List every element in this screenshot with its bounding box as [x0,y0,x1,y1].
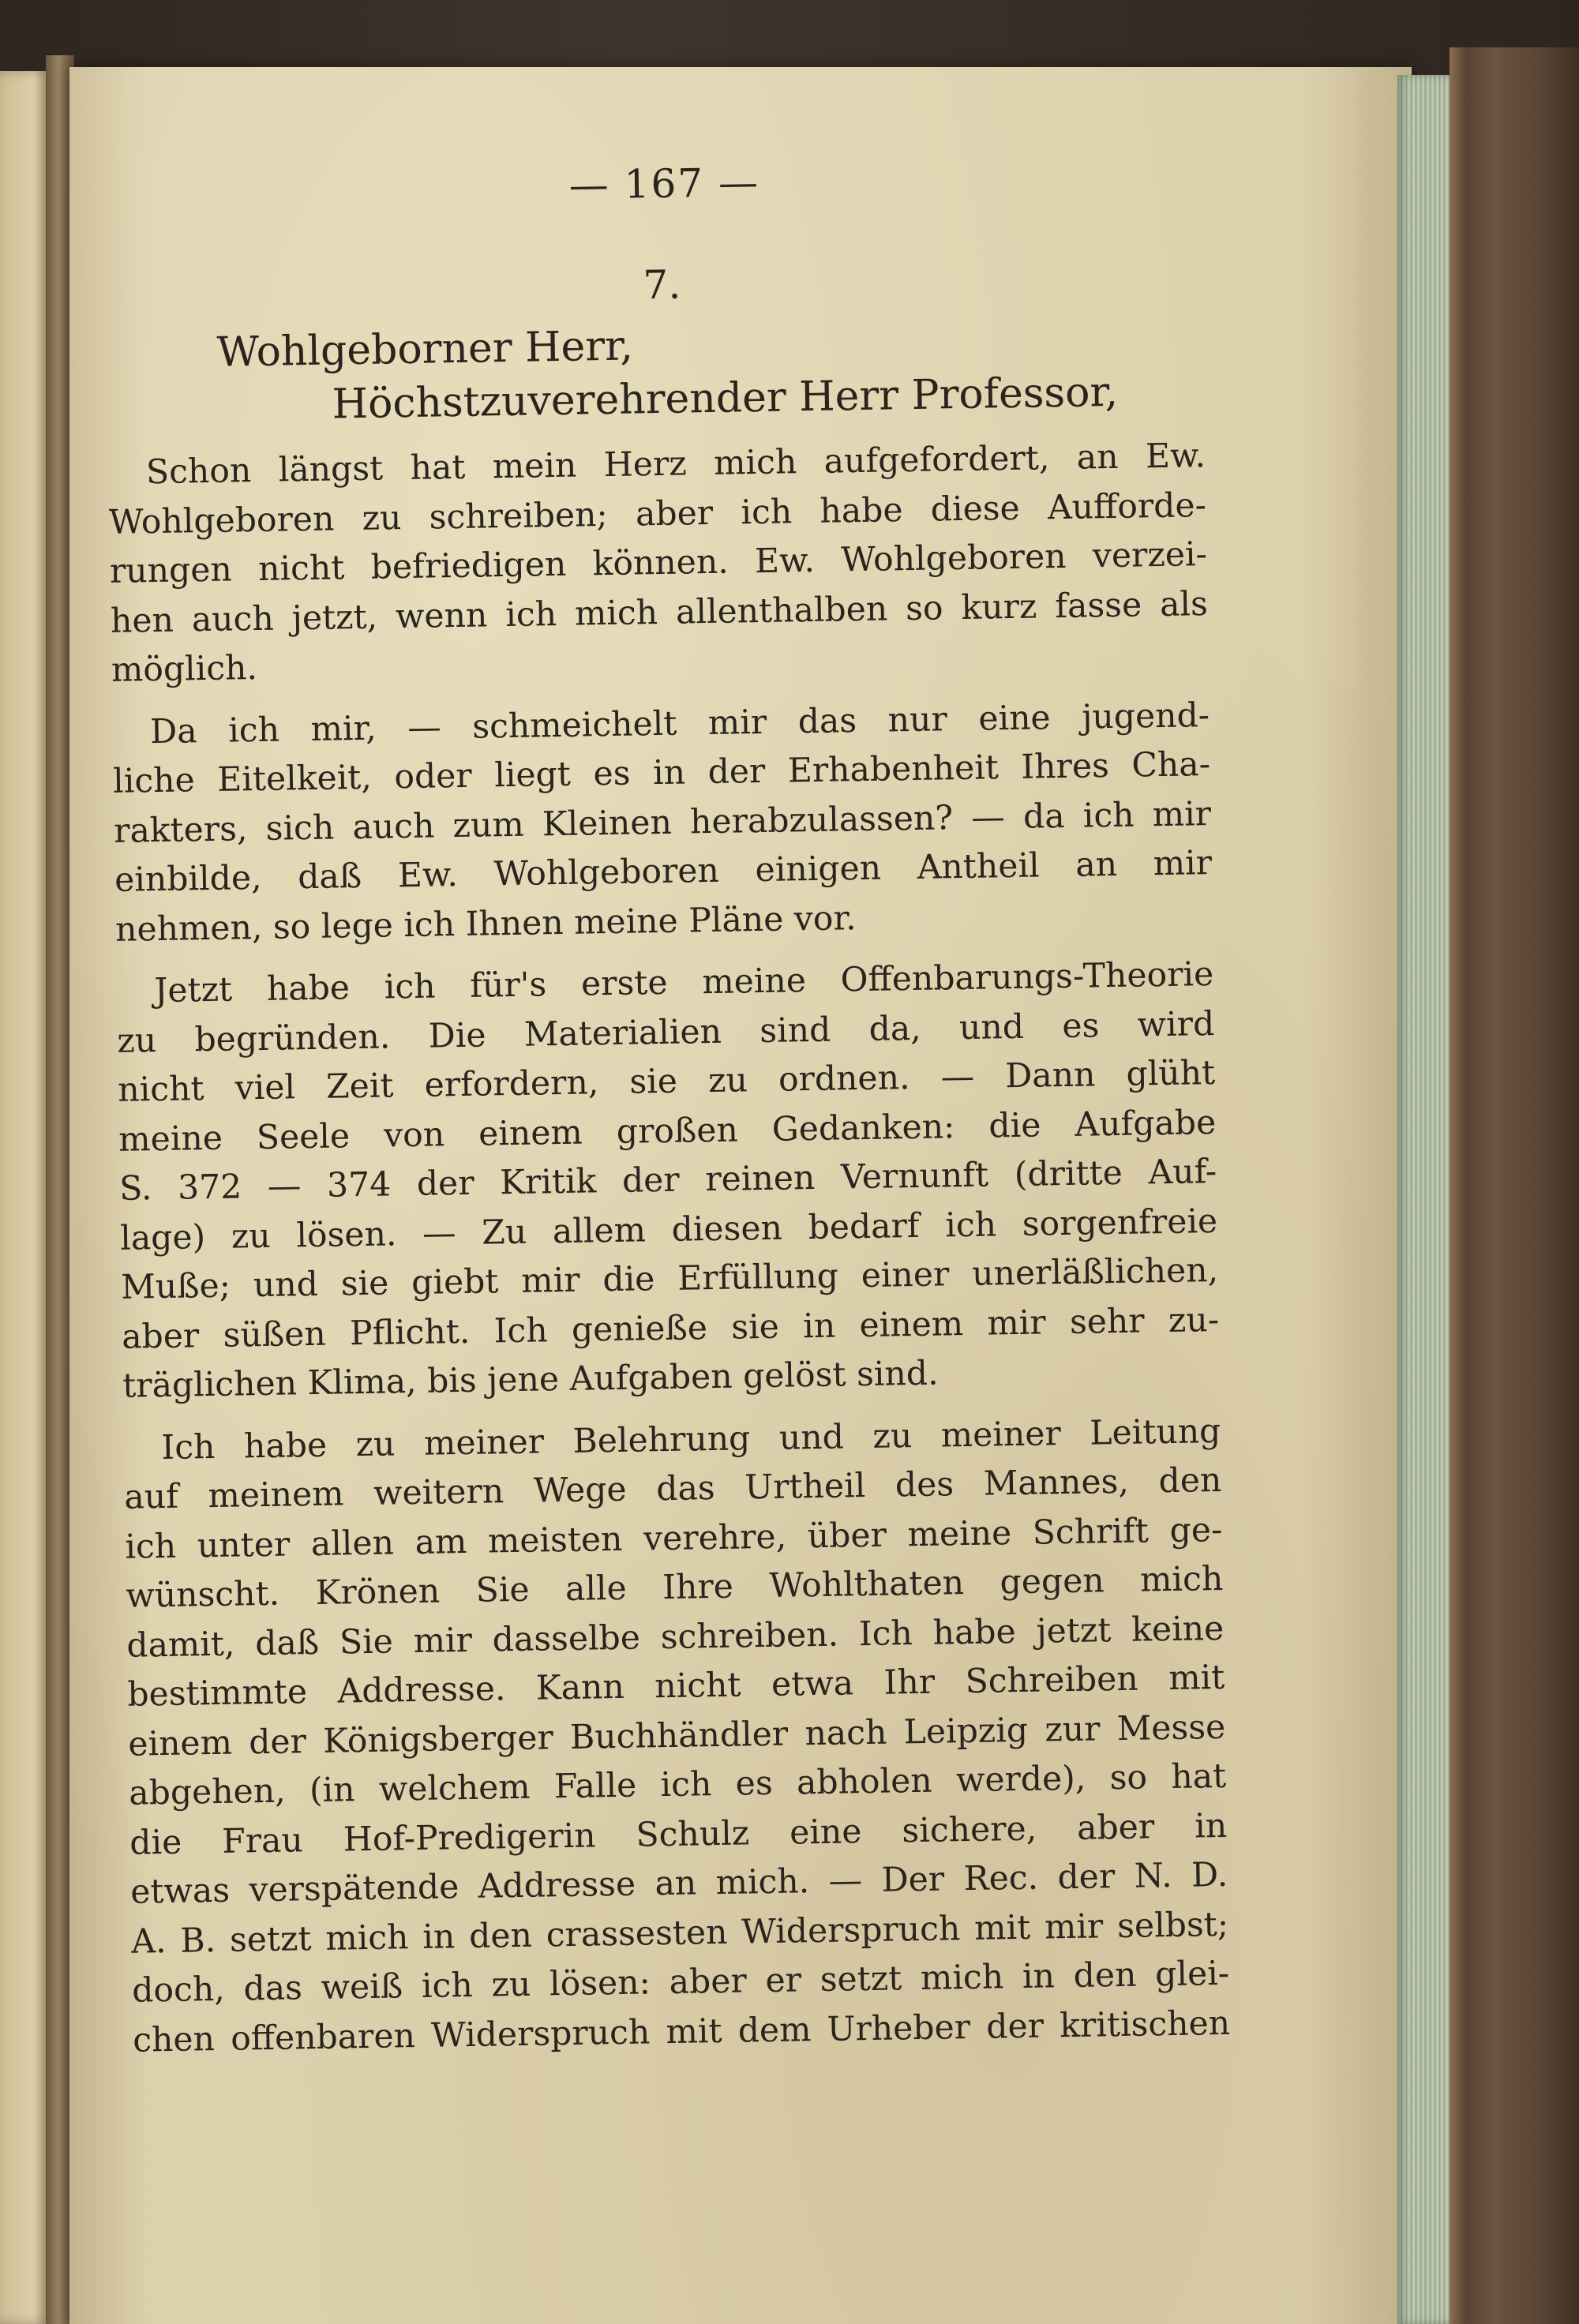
text-line: die Frau Hof-Predigerin Schulz eine sichere, aber in [129,1806,1228,1863]
text-line: abgehen, (in welchem Falle ich es abholen werde), so hat [128,1756,1227,1813]
text-line: Wohlgeboren zu schreiben; aber ich habe diese Aufforde- [108,485,1207,542]
text-line: möglich. [111,649,258,690]
letter-number: 7. [643,261,681,309]
text-line: einem der Königsberger Buchhändler nach Leipzig zur Messe [127,1707,1226,1764]
text-line: Muße; und sie giebt mir die Erfüllung einer unerläßlichen, [120,1250,1219,1307]
text-line: chen offenbaren Widerspruch mit dem Urheber der kritischen [132,2004,1231,2060]
text-line: nicht viel Zeit erfordern, sie zu ordnen. — Dann glüht [117,1054,1216,1110]
salutation [106,310,1205,435]
text-line: einbilde, daß Ew. Wohlgeboren einigen Antheil an mir [114,844,1213,900]
page-fore-edge [1397,75,1453,2324]
text-line: Ich habe zu meiner Belehrung und zu meiner Leitung [161,1411,1221,1467]
text-line: nehmen, so lege ich Ihnen meine Pläne vor. [114,898,857,950]
paragraph-2 [112,692,1213,955]
text-line: damit, daß Sie mir dasselbe schreiben. Ich habe jetzt keine [126,1609,1225,1666]
text-line: bestimmte Addresse. Kann nicht etwa Ihr Schreiben mit [126,1658,1225,1715]
text-line: auf meinem weitern Wege das Urtheil des Mannes, den [124,1460,1222,1517]
text-line: Da ich mir, — schmeichelt mir das nur eine jugend- [149,695,1210,752]
book-cover-edge [1450,47,1465,2324]
text-line: hen auch jetzt, wenn ich mich allenthalben so kurz fasse als [110,584,1209,641]
page-number: — 167 — [568,159,760,208]
text-line: doch, das weiß ich zu lösen: aber er setzt mich in den glei- [131,1954,1230,2011]
text-line: rungen nicht befriedigen können. Ew. Wohlgeboren verzei- [109,535,1208,591]
text-line: rakters, sich auch zum Kleinen herabzulassen? — da ich mir [113,794,1212,851]
text-line: S. 372 — 374 der Kritik der reinen Vernunft (dritte Auf- [118,1153,1217,1209]
text-line: etwas verspätende Addresse an mich. — Der Rec. der N. D. [129,1855,1228,1912]
previous-page-edge [0,71,49,2324]
text-line: wünscht. Krönen Sie alle Ihre Wohlthaten gegen mich [126,1559,1224,1616]
text-line: Jetzt habe ich für's erste meine Offenbarungs-Theorie [153,955,1214,1011]
text-line: A. B. setzt mich in den crassesten Widerspruch mit mir selbst; [130,1905,1229,1962]
paragraph-3 [116,950,1221,1411]
text-line: Schon längst hat mein Herz mich aufgefordert, an Ew. [145,437,1206,493]
paragraph-1 [108,432,1210,695]
paragraph-4 [123,1407,1231,2065]
text-line: lage) zu lösen. — Zu allem diesen bedarf ich sorgenfreie [119,1201,1218,1258]
text-line: meine Seele von einem großen Gedanken: die Aufgabe [118,1103,1217,1160]
salutation-line: Höchstzuverehrender Herr Professor, [332,368,1119,429]
text-line: liche Eitelkeit, oder liegt es in der Erhabenheit Ihres Cha- [112,745,1211,801]
salutation-line: Wohlgeborner Herr, [216,322,634,377]
text-line: träglichen Klima, bis jene Aufgaben gelöst sind. [122,1354,939,1406]
text-line: ich unter allen am meisten verehre, über meine Schrift ge- [125,1510,1223,1567]
book-cover [1450,47,1579,2324]
text-line: zu begründen. Die Materialien sind da, und es wird [116,1004,1215,1061]
page-text [103,101,1231,2066]
text-line: aber süßen Pflicht. Ich genieße sie in einem mir sehr zu- [121,1300,1220,1357]
